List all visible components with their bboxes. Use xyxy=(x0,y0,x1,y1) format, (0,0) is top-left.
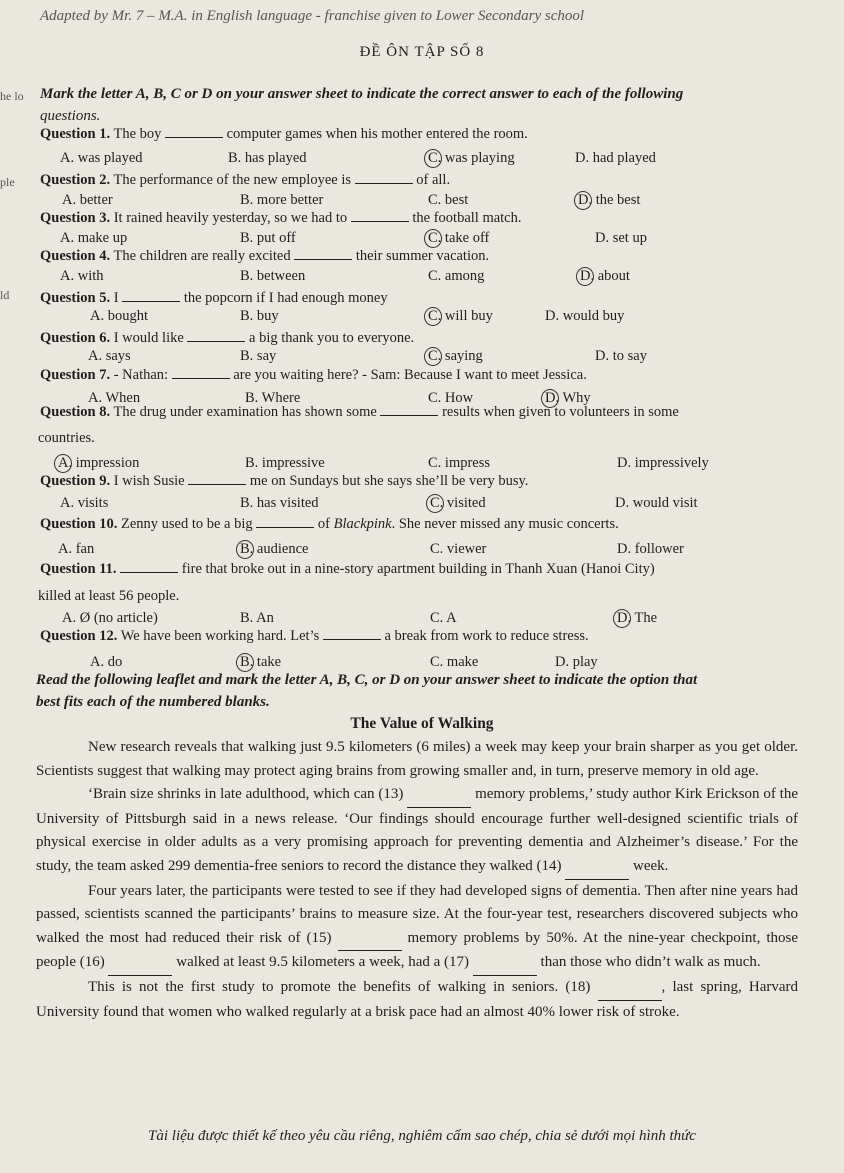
question-label: Question 12. xyxy=(40,628,118,644)
answer-option[interactable]: B. say xyxy=(240,348,277,364)
answer-option[interactable]: D. the best xyxy=(578,192,641,208)
page-title: ĐỀ ÔN TẬP SỐ 8 xyxy=(359,44,485,60)
answer-blank[interactable] xyxy=(187,340,245,342)
answer-option[interactable]: C. A xyxy=(430,610,457,626)
answer-circle-mark xyxy=(576,267,594,286)
answer-blank-17[interactable] xyxy=(473,951,537,976)
answer-option[interactable]: C. best xyxy=(428,192,469,208)
question-label: Question 7. xyxy=(40,367,111,383)
answer-blank[interactable] xyxy=(122,300,180,302)
question-label: Question 5. xyxy=(40,290,111,306)
answer-option[interactable]: A. Ø (no article) xyxy=(62,610,158,626)
answer-option[interactable]: C. saying xyxy=(428,348,483,364)
answer-blank[interactable] xyxy=(380,414,438,416)
answer-circle-mark xyxy=(54,454,72,473)
answer-option[interactable]: A. with xyxy=(60,268,104,284)
answer-option[interactable]: D. to say xyxy=(595,348,647,364)
answer-option[interactable]: A. says xyxy=(88,348,131,364)
answer-option[interactable]: A. fan xyxy=(58,541,95,557)
answer-option[interactable]: B. has played xyxy=(228,150,307,166)
answer-option[interactable]: D. Why xyxy=(545,390,591,406)
question-stem: Question 5. I the popcorn if I had enough money xyxy=(40,290,388,306)
answer-option[interactable]: C. How xyxy=(428,390,474,406)
answer-option[interactable]: B. Where xyxy=(245,390,301,406)
answer-option[interactable]: B. put off xyxy=(240,230,296,246)
answer-option[interactable]: A. better xyxy=(62,192,113,208)
question-label: Question 2. xyxy=(40,172,111,188)
answer-option[interactable]: C. visited xyxy=(430,495,486,511)
answer-option[interactable]: A. visits xyxy=(60,495,109,511)
question-stem: Question 7. - Nathan: are you waiting here? - Sam: Because I want to meet Jessica. xyxy=(40,367,587,383)
answer-option[interactable]: D. would visit xyxy=(615,495,698,511)
passage-paragraph-4: This is not the first study to promote the benefits of walking in seniors. (18) , last spring, Harvard University found that women who walked regularly at a brisk pace had an almost 40% lower risk of stroke. xyxy=(36,976,798,1024)
answer-option[interactable]: B. An xyxy=(240,610,274,626)
answer-option[interactable]: D. impressively xyxy=(617,455,709,471)
answer-option[interactable]: A. make up xyxy=(60,230,128,246)
question-stem: Question 11. fire that broke out in a nine-story apartment building in Thanh Xuan (Hanoi City) xyxy=(40,561,655,577)
answer-option[interactable]: C. will buy xyxy=(428,308,493,324)
answer-circle-mark xyxy=(574,191,592,210)
passage-paragraph-1: New research reveals that walking just 9.5 kilometers (6 miles) a week may keep your brain sharper as you get older. Scientists suggest that walking may protect aging brains from growing smaller and, in turn, preserve memory in old age. xyxy=(36,739,798,779)
answer-option[interactable]: D. had played xyxy=(575,150,656,166)
answer-option[interactable]: D. set up xyxy=(595,230,647,246)
question-stem: Question 6. I would like a big thank you to everyone. xyxy=(40,330,415,346)
answer-circle-mark xyxy=(424,149,442,168)
answer-option[interactable]: D. about xyxy=(580,268,630,284)
answer-option[interactable]: B. take xyxy=(240,654,282,670)
question-label: Question 10. xyxy=(40,516,118,532)
instruction-line: best fits each of the numbered blanks. xyxy=(36,694,270,710)
question-stem: Question 3. It rained heavily yesterday, so we had to the football match. xyxy=(40,210,522,226)
answer-option[interactable]: B. more better xyxy=(240,192,324,208)
answer-option[interactable]: C. make xyxy=(430,654,479,670)
answer-circle-mark xyxy=(426,494,444,513)
margin-note: ld xyxy=(0,288,10,302)
page-footer: Tài liệu được thiết kế theo yêu cầu riêng, nghiêm cấm sao chép, chia sẻ dưới mọi hình thức xyxy=(148,1128,696,1144)
answer-option[interactable]: A. bought xyxy=(90,308,148,324)
answer-option[interactable]: C. take off xyxy=(428,230,490,246)
question-stem: Question 10. Zenny used to be a big of Blackpink. She never missed any music concerts. xyxy=(40,516,619,532)
answer-option[interactable]: D. play xyxy=(555,654,598,670)
question-continuation: countries. xyxy=(38,430,95,446)
question-stem: Question 1. The boy computer games when his mother entered the room. xyxy=(40,126,528,142)
margin-note: he lo xyxy=(0,89,24,103)
answer-circle-mark xyxy=(424,229,442,248)
answer-blank[interactable] xyxy=(323,638,381,640)
answer-blank-15[interactable] xyxy=(338,927,402,952)
answer-blank[interactable] xyxy=(256,526,314,528)
question-label: Question 11. xyxy=(40,561,117,577)
answer-blank[interactable] xyxy=(188,483,246,485)
answer-option[interactable]: C. among xyxy=(428,268,485,284)
answer-blank-14[interactable] xyxy=(565,855,629,880)
answer-option[interactable]: D. follower xyxy=(617,541,684,557)
instruction-line: Mark the letter A, B, C or D on your answer sheet to indicate the correct answer to each of the following xyxy=(40,86,684,102)
passage-paragraph-2: ‘Brain size shrinks in late adulthood, which can (13) memory problems,’ study author Kirk Erickson of the University of Pittsburgh said in a news release. ‘Our findings should encourage further well-designed scientific trials of physical exercise in older adults as a very promising approach for preventing dementia and Alzheimer’s disease.’ For the study, the team asked 299 dementia-free seniors to record the distance they walked (14) week. xyxy=(36,783,798,879)
answer-blank[interactable] xyxy=(165,136,223,138)
passage-body xyxy=(36,736,798,1024)
question-label: Question 3. xyxy=(40,210,111,226)
answer-option[interactable]: D. The xyxy=(617,610,658,626)
passage-title: The Value of Walking xyxy=(350,715,494,732)
question-stem: Question 8. The drug under examination has shown some results when given to volunteers in some xyxy=(40,404,679,420)
question-label: Question 6. xyxy=(40,330,111,346)
answer-blank[interactable] xyxy=(120,571,178,573)
answer-blank-16[interactable] xyxy=(108,951,172,976)
margin-note: ple xyxy=(0,175,15,189)
answer-blank[interactable] xyxy=(351,220,409,222)
answer-option[interactable]: B. buy xyxy=(240,308,279,324)
answer-option[interactable]: D. would buy xyxy=(545,308,625,324)
question-stem: Question 4. The children are really excited their summer vacation. xyxy=(40,248,490,264)
answer-blank[interactable] xyxy=(294,258,352,260)
instruction-line: Read the following leaflet and mark the letter A, B, C, or D on your answer sheet to indicate the option that xyxy=(36,672,698,688)
answer-blank-13[interactable] xyxy=(407,783,471,808)
question-stem: Question 9. I wish Susie me on Sundays but she says she’ll be very busy. xyxy=(40,473,529,489)
answer-circle-mark xyxy=(424,347,442,366)
question-stem: Question 12. We have been working hard. Let’s a break from work to reduce stress. xyxy=(40,628,589,644)
answer-circle-mark xyxy=(424,307,442,326)
answer-option[interactable]: B. between xyxy=(240,268,306,284)
page-header: Adapted by Mr. 7 – M.A. in English language - franchise given to Lower Secondary school xyxy=(40,8,585,24)
question-label: Question 1. xyxy=(40,126,111,142)
instruction-line: questions. xyxy=(40,108,101,124)
question-stem: Question 2. The performance of the new employee is of all. xyxy=(40,172,451,188)
answer-circle-mark xyxy=(236,653,254,672)
question-continuation: killed at least 56 people. xyxy=(38,588,180,604)
answer-blank-18[interactable] xyxy=(598,976,662,1001)
answer-blank[interactable] xyxy=(355,182,413,184)
answer-option[interactable]: B. impressive xyxy=(245,455,325,471)
answer-option[interactable]: A. do xyxy=(90,654,123,670)
answer-option[interactable]: A. When xyxy=(88,390,141,406)
passage-paragraph-3: Four years later, the participants were tested to see if they had developed signs of dementia. Then after nine years had passed, scientists scanned the participants’ brains to measure size. At the four-year test, researchers discovered subjects who walked the most had reduced their risk of (15) memory problems by 50%. At the nine-year checkpoint, those people (16) walked at least 9.5 kilometers a week, had a (17) than those who didn’t walk as much. xyxy=(36,880,798,976)
answer-option[interactable]: B. audience xyxy=(240,541,309,557)
answer-blank[interactable] xyxy=(172,377,230,379)
answer-circle-mark xyxy=(613,609,631,628)
answer-option[interactable]: C. viewer xyxy=(430,541,487,557)
answer-option[interactable]: C. was playing xyxy=(428,150,515,166)
question-label: Question 4. xyxy=(40,248,111,264)
answer-option[interactable]: A. was played xyxy=(60,150,143,166)
answer-option[interactable]: A. impression xyxy=(58,455,140,471)
answer-option[interactable]: C. impress xyxy=(428,455,491,471)
question-label: Question 9. xyxy=(40,473,111,489)
answer-option[interactable]: B. has visited xyxy=(240,495,319,511)
question-label: Question 8. xyxy=(40,404,111,420)
answer-circle-mark xyxy=(236,540,254,559)
